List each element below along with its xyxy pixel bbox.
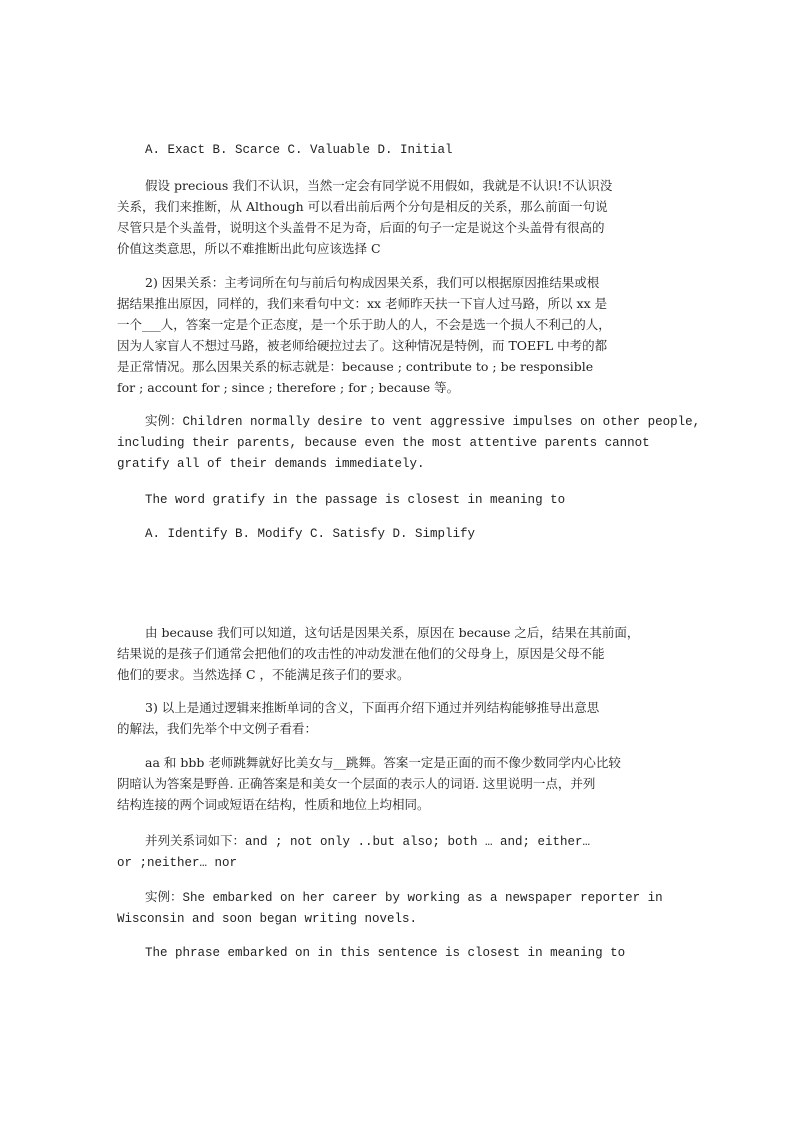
text-line: 尽管只是个头盖骨，说明这个头盖骨不足为奇，后面的句子一定是说这个头盖骨有很高的 [117, 220, 605, 235]
options-paragraph-2 [117, 524, 697, 545]
text-line: A. Exact B. Scarce C. Valuable D. Initial [145, 143, 453, 157]
chinese-example-paragraph [117, 752, 697, 815]
example-paragraph-2 [117, 888, 697, 930]
text-line: 据结果推出原因，同样的，我们来看句中文：xx 老师昨天扶一下盲人过马路，所以 xx 是 [117, 296, 608, 311]
explanation-paragraph-2 [117, 622, 697, 685]
text-line: 实例：Children normally desire to vent aggressive impulses on other people, [145, 415, 701, 429]
text-line: 假设 precious 我们不认识，当然一定会有同学说不用假如，我就是不认识!不认识没 [145, 178, 613, 193]
text-line: aa 和 bbb 老师跳舞就好比美女与__跳舞。答案一定是正面的而不像少数同学内心比较 [145, 755, 621, 770]
parallel-words-paragraph [117, 832, 697, 874]
question-paragraph-2 [117, 943, 697, 964]
text-line: 因为人家盲人不想过马路，被老师给硬拉过去了。这种情况是特例，而 TOEFL 中考的都 [117, 338, 608, 353]
text-line: or ;neither… nor [117, 856, 238, 870]
text-line: Wisconsin and soon began writing novels. [117, 912, 418, 926]
text-line: for ; account for ; since ; therefore ; for ; because 等。 [117, 380, 460, 395]
text-line: 价值这类意思，所以不难推断出此句应该选择 C [117, 241, 381, 256]
text-line: 2) 因果关系：主考词所在句与前后句构成因果关系，我们可以根据原因推结果或根 [145, 275, 600, 290]
text-line: 并列关系词如下：and ; not only ..but also; both … and; either… [145, 835, 591, 849]
question-paragraph-1 [117, 490, 697, 511]
text-line: 结构连接的两个词或短语在结构，性质和地位上均相同。 [117, 797, 430, 812]
text-line: 的解法，我们先举个中文例子看看： [117, 721, 318, 736]
text-line: The phrase embarked on in this sentence is closest in meaning to [145, 946, 626, 960]
text-line: gratify all of their demands immediately. [117, 457, 425, 471]
text-line: 一个___人，答案一定是个正态度，是一个乐于助人的人，不会是选一个损人不利己的人， [117, 317, 611, 332]
text-line: The word gratify in the passage is closest in meaning to [145, 493, 566, 507]
text-line: 3) 以上是通过逻辑来推断单词的含义，下面再介绍下通过并列结构能够推导出意思 [145, 700, 600, 715]
text-line: 结果说的是孩子们通常会把他们的攻击性的冲动发泄在他们的父母身上，原因是父母不能 [117, 646, 605, 661]
options-paragraph-1 [117, 140, 697, 161]
text-line: including their parents, because even the most attentive parents cannot [117, 436, 650, 450]
text-line: 由 because 我们可以知道，这句话是因果关系，原因在 because 之后，结果在其前面， [145, 625, 640, 640]
text-line: 是正常情况。那么因果关系的标志就是：because ; contribute to ; be responsible [117, 359, 594, 374]
parallel-structure-paragraph [117, 697, 697, 739]
text-line: A. Identify B. Modify C. Satisfy D. Simplify [145, 527, 476, 541]
causal-relation-paragraph [117, 272, 697, 398]
explanation-paragraph-1 [117, 175, 697, 259]
example-paragraph-1 [117, 412, 701, 475]
text-line: 实例：She embarked on her career by working as a newspaper reporter in [145, 891, 663, 905]
text-line: 阴暗认为答案是野兽. 正确答案是和美女一个层面的表示人的词语. 这里说明一点，并列 [117, 776, 596, 791]
text-line: 他们的要求。当然选择 C ，不能满足孩子们的要求。 [117, 667, 410, 682]
text-line: 关系，我们来推断，从 Although 可以看出前后两个分句是相反的关系，那么前面一句说 [117, 199, 608, 214]
